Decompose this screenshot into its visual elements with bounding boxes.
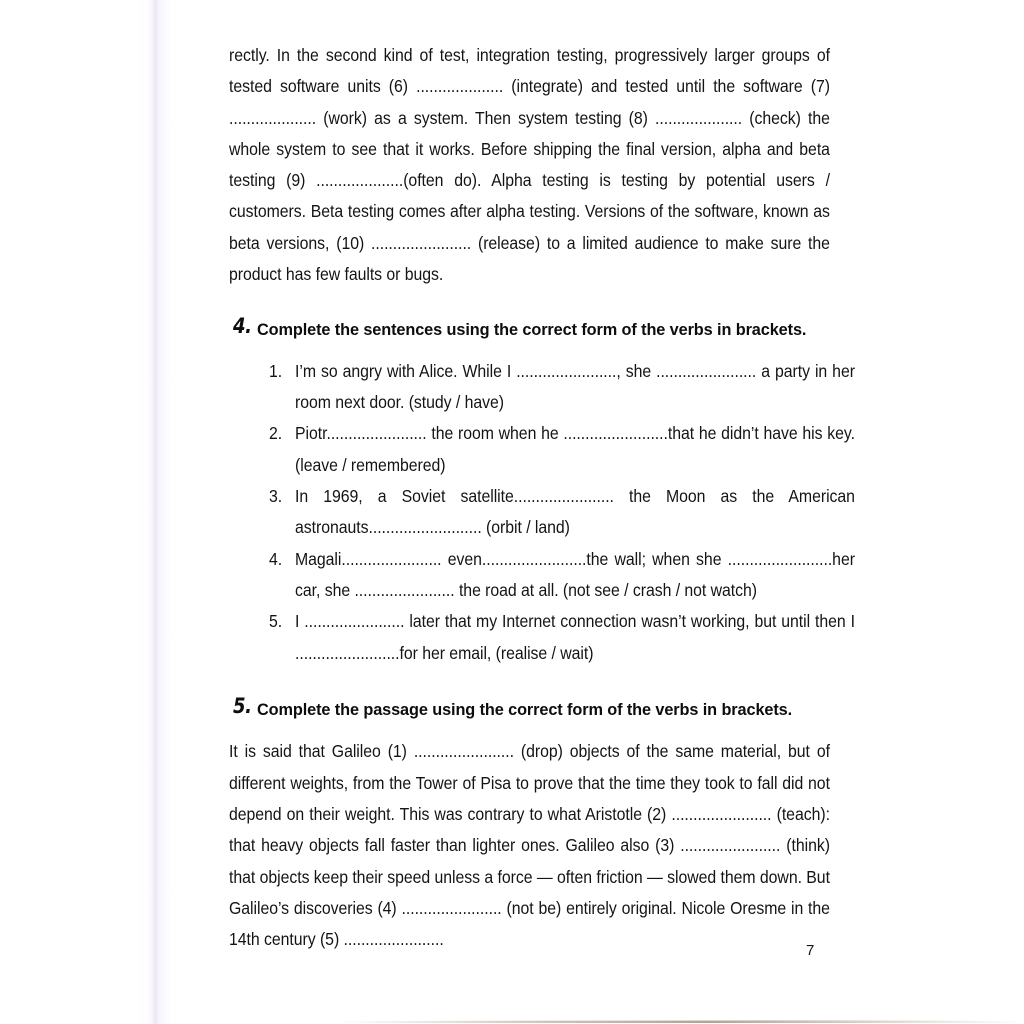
intro-paragraph — [229, 40, 830, 290]
page-bottom-edge-secondary — [420, 1020, 984, 1021]
page-bottom-edge — [190, 1021, 1024, 1023]
question-text: Magali....................... even........................the wall; when she ........................her car, she ....................... the road at all. (not see / crash / not watch) — [295, 548, 855, 600]
page-number: 7 — [806, 942, 815, 959]
question-number: 5. — [269, 611, 283, 632]
page-content-column — [229, 40, 855, 955]
book-gutter-shadow — [138, 0, 172, 1024]
exercise-4-number: 4. — [233, 314, 252, 339]
list-item — [269, 606, 855, 669]
list-item — [269, 418, 855, 481]
exercise-4-question-list — [269, 356, 855, 669]
question-number: 4. — [269, 548, 283, 569]
exercise-5-heading — [233, 693, 855, 727]
exercise-5-number: 5. — [233, 693, 252, 718]
question-number: 2. — [269, 423, 283, 444]
question-number: 1. — [269, 360, 283, 381]
exercise-4-heading — [233, 314, 855, 347]
book-spine-line — [154, 0, 155, 1024]
question-text: I’m so angry with Alice. While I ......................., she ....................... a party in her room next door. (study / have) — [295, 360, 855, 413]
exercise-5-passage-text: It is said that Galileo (1) ....................... (drop) objects of the same material, but of different weights, from the Tower of Pisa to prove that the time they took to fall did not depend on their weight. This was contrary to what Aristotle (2) ....................... (teach): that heavy objects fall faster than lighter ones. Galileo also (3) ....................... (think) that objects keep their speed unless a force — often friction — slowed them down. But Galileo’s discoveries (4) ....................... (not be) entirely original. Nicole Oresme in the 14th century (5) ....................... — [229, 741, 830, 950]
question-text: I ....................... later that my Internet connection wasn’t working, but until then I ........................for her email, (realise / wait) — [295, 611, 855, 663]
question-text: Piotr....................... the room when he ........................that he didn’t have his key. (leave / remembered) — [295, 423, 855, 475]
exercise-5 — [229, 693, 855, 956]
list-item — [269, 481, 855, 544]
exercise-4 — [233, 314, 855, 668]
question-text: In 1969, a Soviet satellite....................... the Moon as the American astronauts.......................... (orbit / land) — [295, 486, 855, 538]
intro-paragraph-text: rectly. In the second kind of test, integration testing, progressively larger groups of tested software units (6) .................... (integrate) and tested until the software (7) .................... (work) as a system. Then system testing (8) .................... (check) the whole system to see that it works. Before shipping the final version, alpha and beta testing (9) ....................(often do). Alpha testing is testing by potential users / customers. Beta testing comes after alpha testing. Versions of the software, known as beta versions, (10) ....................... (release) to a limited audience to make sure the product has few faults or bugs. — [229, 45, 830, 285]
list-item — [269, 544, 855, 607]
question-number: 3. — [269, 486, 283, 507]
exercise-4-title: Complete the sentences using the correct form of the verbs in brackets. — [257, 321, 807, 340]
exercise-5-passage — [229, 736, 830, 955]
exercise-5-title: Complete the passage using the correct form of the verbs in brackets. — [257, 700, 793, 719]
list-item — [269, 356, 855, 419]
